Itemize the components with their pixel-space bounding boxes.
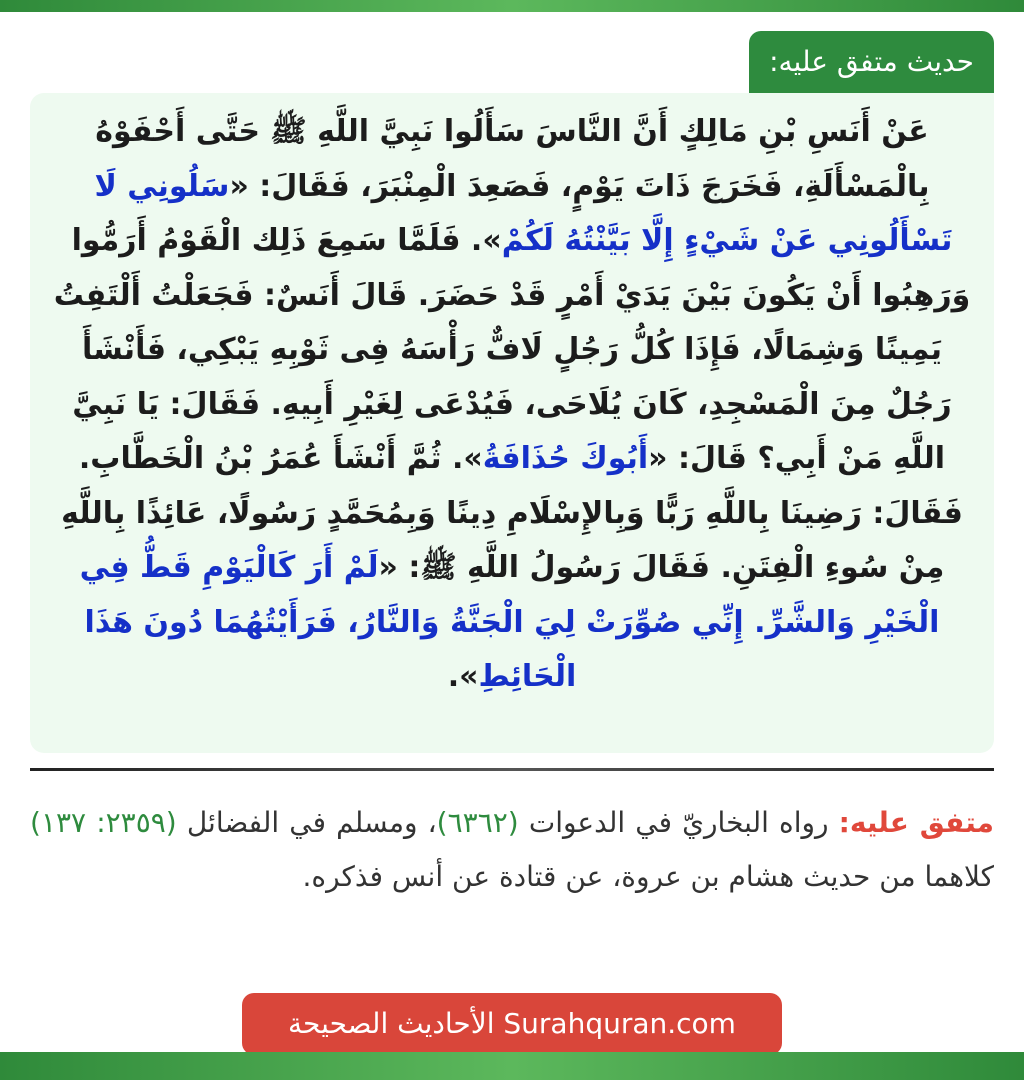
- hadith-text-box: [30, 93, 994, 753]
- top-accent-bar: [0, 0, 1024, 12]
- hadith-narration: ».: [447, 659, 479, 694]
- hadith-narration: ». ثُمَّ أَنْشَأَ عُمَرُ بْنُ الْخَطَّابِ. فَقَالَ: رَضِينَا بِاللَّهِ رَبًّا وَبِالإِسْلَامِ دِينًا وَبِمُحَمَّدٍ رَسُولًا، عَائِذًا بِاللَّهِ مِنْ سُوءِ الْفِتَنِ. فَقَالَ رَسُولُ اللَّهِ ﷺ: «: [61, 441, 963, 585]
- source-text: رواه البخاريّ في الدعوات: [518, 806, 839, 839]
- site-badge[interactable]: [242, 993, 782, 1055]
- source-text: ، ومسلم في الفضائل: [176, 806, 437, 839]
- section-label-text: حديث متفق عليه:: [769, 45, 974, 78]
- source-lead: متفق عليه:: [838, 806, 994, 839]
- hadith-narration: عَنْ أَنَسِ بْنِ مَالِكٍ أَنَّ النَّاسَ سَأَلُوا نَبِيَّ اللَّهِ ﷺ حَتَّى أَحْفَوْهُ بِالْمَسْأَلَةِ، فَخَرَجَ ذَاتَ يَوْمٍ، فَصَعِدَ الْمِنْبَرَ، فَقَالَ: «: [95, 114, 930, 204]
- hadith-narration: ». فَلَمَّا سَمِعَ ذَلِك الْقَوْمُ أَرَمُّوا وَرَهِبُوا أَنْ يَكُونَ بَيْنَ يَدَيْ أَمْرٍ قَدْ حَضَرَ. قَالَ أَنَسٌ: فَجَعَلْتُ أَلْتَفِتُ يَمِينًا وَشِمَالًا، فَإِذَا كُلُّ رَجُلٍ لَافٌّ رَأْسَهُ فِى ثَوْبِهِ يَبْكِي، فَأَنْشَأَ رَجُلٌ مِنَ الْمَسْجِدِ، كَانَ يُلَاحَى، فَيُدْعَى لِغَيْرِ أَبِيهِ. فَقَالَ: يَا نَبِيَّ اللَّهِ مَنْ أَبِي؟ قَالَ: «: [53, 223, 971, 476]
- section-label: [749, 31, 994, 93]
- hadith-prophet-speech: لَمْ أَرَ كَالْيَوْمِ قَطُّ فِي الْخَيْرِ وَالشَّرِّ. إِنِّي صُوِّرَتْ لِيَ الْجَنَّةُ وَالنَّارُ، فَرَأَيْتُهُمَا دُونَ هَذَا الْحَائِطِ: [79, 550, 940, 694]
- hadith-prophet-speech: أَبُوكَ حُذَافَةُ: [482, 441, 649, 476]
- hadith-prophet-speech: سَلُونِي لَا تَسْأَلُونِي عَنْ شَيْءٍ إِلَّا بَيَّنْتُهُ لَكُمْ: [94, 168, 953, 258]
- bottom-accent-bar: [0, 1052, 1024, 1080]
- source-reference: (٦٣٦٢): [436, 806, 519, 839]
- site-badge-label: الأحاديث الصحيحة Surahquran.com: [288, 1007, 736, 1040]
- source-reference: (٢٣٥٩: ١٣٧): [30, 806, 177, 839]
- divider-line: [30, 768, 994, 771]
- hadith-text: [52, 105, 972, 705]
- source-text: كلاهما من حديث هشام بن عروة، عن قتادة عن أنس فذكره.: [302, 860, 994, 893]
- source-citation: [30, 796, 994, 904]
